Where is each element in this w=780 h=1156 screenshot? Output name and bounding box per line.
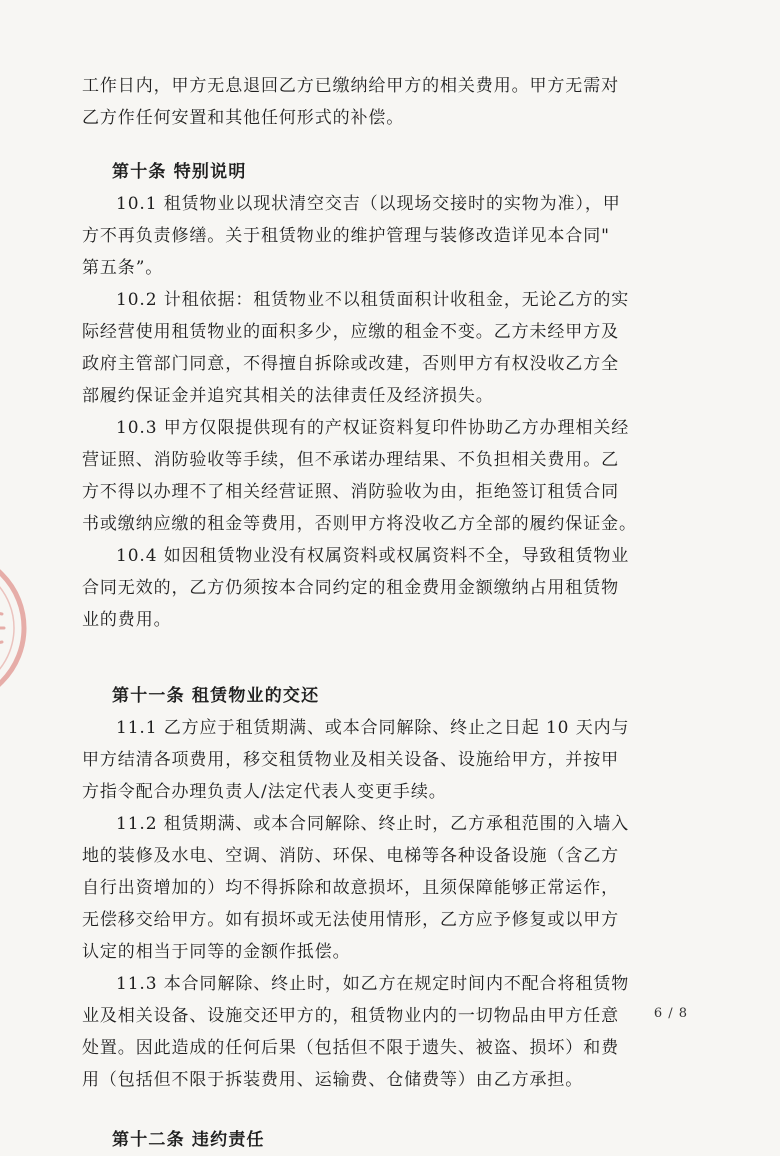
paragraph-line: 10.2 计租依据：租赁物业不以租赁面积计收租金，无论乙方的实 (116, 290, 630, 310)
section-10-heading: 第十条 特别说明 (112, 162, 247, 182)
paragraph-line: 11.1 乙方应于租赁期满、或本合同解除、终止之日起 10 天内与 (116, 718, 630, 738)
paragraph-line: 业及相关设备、设施交还甲方的，租赁物业内的一切物品由甲方任意 (82, 1006, 619, 1026)
paragraph-line: 政府主管部门同意，不得擅自拆除或改建，否则甲方有权没收乙方全 (82, 354, 619, 374)
paragraph-line: 10.3 甲方仅限提供现有的产权证资料复印件协助乙方办理相关经 (116, 418, 630, 438)
paragraph-line: 营证照、消防验收等手续，但不承诺办理结果、不负担相关费用。乙 (82, 450, 619, 470)
red-seal-stamp (0, 548, 40, 708)
paragraph-line: 11.3 本合同解除、终止时，如乙方在规定时间内不配合将租赁物 (116, 974, 630, 994)
paragraph-line: 部履约保证金并追究其相关的法律责任及经济损失。 (82, 386, 494, 406)
paragraph-line: 方不再负责修缮。关于租赁物业的维护管理与装修改造详见本合同" (82, 226, 610, 246)
section-12-heading: 第十二条 违约责任 (112, 1130, 265, 1150)
paragraph-line: 乙方作任何安置和其他任何形式的补偿。 (82, 108, 405, 128)
paragraph-line: 方指令配合办理负责人/法定代表人变更手续。 (82, 782, 447, 802)
paragraph-line: 11.2 租赁期满、或本合同解除、终止时，乙方承租范围的入墙入 (116, 814, 630, 834)
document-body (82, 70, 700, 1156)
paragraph-line: 书或缴纳应缴的租金等费用，否则甲方将没收乙方全部的履约保证金。 (82, 514, 637, 534)
paragraph-line: 工作日内，甲方无息退回乙方已缴纳给甲方的相关费用。甲方无需对 (82, 76, 619, 96)
paragraph-line: 认定的相当于同等的金额作抵偿。 (82, 942, 351, 962)
paragraph-line: 业的费用。 (82, 610, 172, 630)
paragraph-line: 际经营使用租赁物业的面积多少，应缴的租金不变。乙方未经甲方及 (82, 322, 619, 342)
paragraph-line: 处置。因此造成的任何后果（包括但不限于遗失、被盗、损坏）和费 (82, 1038, 619, 1058)
paragraph-line: 合同无效的，乙方仍须按本合同约定的租金费用金额缴纳占用租赁物 (82, 578, 619, 598)
paragraph-line: 甲方结清各项费用，移交租赁物业及相关设备、设施给甲方，并按甲 (82, 750, 619, 770)
paragraph-line: 方不得以办理不了相关经营证照、消防验收为由，拒绝签订租赁合同 (82, 482, 619, 502)
paragraph-line: 自行出资增加的）均不得拆除和故意损坏，且须保障能够正常运作， (82, 878, 619, 898)
paragraph-line: 第五条”。 (82, 258, 164, 278)
section-11-heading: 第十一条 租赁物业的交还 (112, 686, 320, 706)
paragraph-line: 无偿移交给甲方。如有损坏或无法使用情形，乙方应予修复或以甲方 (82, 910, 619, 930)
page-number: 6 / 8 (653, 1006, 688, 1021)
paragraph-line: 地的装修及水电、空调、消防、环保、电梯等各种设备设施（含乙方 (82, 846, 619, 866)
paragraph-line: 10.1 租赁物业以现状清空交吉（以现场交接时的实物为准），甲 (116, 194, 621, 214)
paragraph-line: 用（包括但不限于拆装费用、运输费、仓储费等）由乙方承担。 (82, 1070, 584, 1090)
paragraph-line: 10.4 如因租赁物业没有权属资料或权属资料不全，导致租赁物业 (116, 546, 630, 566)
